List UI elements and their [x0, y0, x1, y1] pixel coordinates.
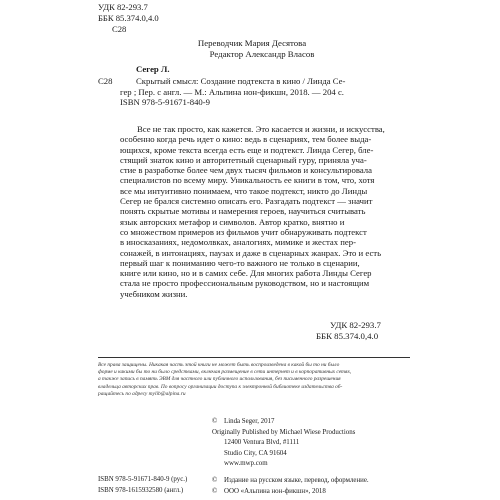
annotation-line: первый шаг к пониманию чего-то важного не только в сценарии, — [120, 257, 360, 268]
annotation-line: ющихся, кроме текста всегда есть еще и подтекст. Линда Сегер, бле- — [120, 144, 374, 155]
rights-line: Все права защищены. Никакая часть этой книги не может быть воспроизведена в какой бы то ни было — [98, 362, 340, 368]
annotation-line: стие в разработке более чем двух тысяч фильмов и консультировала — [120, 165, 372, 176]
translator-credit: Переводчик Мария Десятова — [197, 38, 307, 48]
bib-author: Сегер Л. — [136, 64, 170, 74]
bib-line: Скрытый смысл: Создание подтекста в кино / Линда Се- — [136, 76, 346, 86]
annotation-line: учебником жизни. — [120, 288, 188, 299]
rights-line: ращайтесь по адресу mylib@alpina.ru — [98, 390, 186, 397]
russian-publisher: ООО «Альпина нон-фикшн», 2018 — [224, 487, 326, 495]
author-mark: С28 — [112, 24, 127, 34]
rights-line: а также запись в память ЭВМ для частного или публичного использования, без письменного разрешения — [98, 376, 341, 383]
bib-author-mark: С28 — [98, 76, 113, 86]
rights-line: владельца авторских прав. По вопросу организации доступа к электронной библиотеке издательства об- — [98, 383, 343, 390]
bib-line: гер ; Пер. с англ. — М.: Альпина нон-фикшн, 2018. — 204 с. — [120, 86, 344, 97]
bbk-code-bottom: ББК 85.374.0,4.0 — [316, 331, 379, 341]
rights-notice — [98, 362, 410, 398]
isbn-english: ISBN 978-1615932580 (англ.) — [98, 486, 184, 494]
annotation-line: стящий знаток кино и авторитетный сценарный гуру, приняла уча- — [120, 154, 367, 165]
copyright-line — [212, 449, 287, 460]
copyright-line — [212, 438, 299, 449]
udk-code: УДК 82-293.7 — [98, 2, 148, 12]
bbk-code: ББК 85.374.0,4.0 — [98, 13, 159, 23]
copyright-icon: © — [212, 477, 218, 484]
publisher-original: Originally Published by Michael Wiese Productions — [212, 428, 356, 436]
copyright-line — [212, 487, 326, 498]
annotation-line: язык авторских метафор и символов. Автор кратко, внятно и — [120, 216, 345, 227]
annotation-line: сонажей, в интонациях, паузах и даже в сценарных жанрах. Это и есть — [120, 247, 382, 258]
copyright-line — [212, 428, 355, 439]
copyright-icon: © — [212, 418, 218, 425]
annotation-line: книге или кино, но и в самих себе. Для многих работа Линды Сегер — [120, 268, 372, 279]
copyright-holder: Linda Seger, 2017 — [224, 418, 275, 425]
publisher-website: www.mwp.com — [224, 460, 268, 467]
bib-isbn: ISBN 978-5-91671-840-9 — [120, 97, 211, 107]
annotation-line: все мы интуитивно понимаем, что такое подтекст, никто до Линды — [120, 185, 368, 196]
copyright-line — [212, 476, 369, 487]
editor-credit: Редактор Александр Власов — [209, 49, 315, 59]
isbn-russian: ISBN 978-5-91671-840-9 (рус.) — [98, 476, 188, 483]
publisher-city: Studio City, CA 91604 — [224, 449, 287, 457]
copyright-line — [212, 417, 274, 428]
annotation-line: Сегер не брался системно описать его. Разгадать подтекст — значит — [120, 196, 373, 207]
rights-line: форме и какими бы то ни было средствами, включая размещение в сети интернет и в корпоративных сетях, — [98, 369, 352, 376]
annotation-line: в иносказаниях, недомолвках, аналогиях, мимике и жестах пер- — [120, 237, 356, 248]
annotation-line: стала не просто профессиональным руководством, но и настоящим — [120, 278, 370, 289]
annotation-line: специалистов по всему миру. Уникальность ее книги в том, что, хотя — [120, 175, 375, 186]
russian-edition-note: Издание на русском языке, перевод, оформление. — [224, 477, 369, 484]
annotation-line: Все не так просто, как кажется. Это касается и жизни, и искусства, — [137, 124, 385, 134]
annotation-line: со множеством примеров из фильмов учит обнаруживать подтекст — [120, 226, 367, 237]
copyright-icon: © — [212, 487, 218, 495]
annotation-paragraph — [120, 124, 410, 299]
udk-code-bottom: УДК 82-293.7 — [330, 320, 381, 330]
annotation-line: понять скрытые мотивы и намерения героев, научиться считывать — [120, 206, 366, 217]
divider — [98, 357, 410, 358]
annotation-line: особенно когда речь идет о кино: ведь в сценариях, тем более выда- — [120, 134, 372, 145]
publisher-address: 12400 Ventura Blvd, #1111 — [224, 439, 300, 446]
copyright-line — [212, 459, 268, 470]
